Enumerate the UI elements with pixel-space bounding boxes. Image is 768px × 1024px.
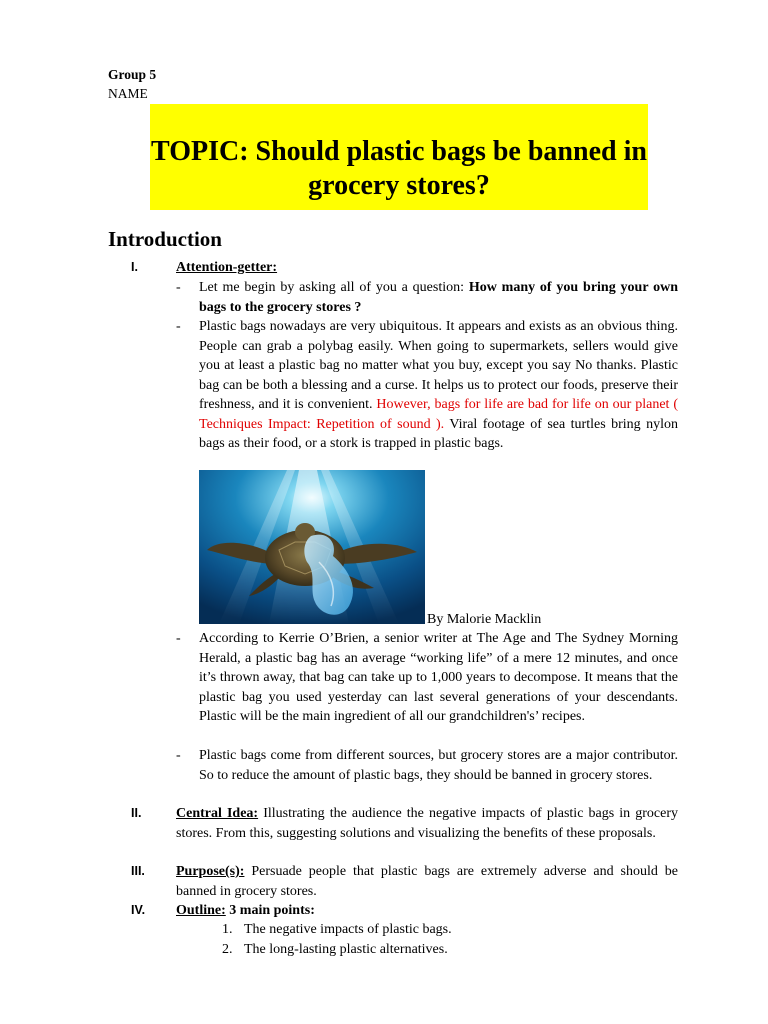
bullet-grocery-stores: Plastic bags come from different sources, but grocery stores are a major contributor. So to reduce the amount of plastic bags, they should be banned in grocery stores. <box>199 748 678 783</box>
name-label: NAME <box>108 86 148 101</box>
attention-getter-label: Attention-getter: <box>176 260 278 275</box>
title-line-1: TOPIC: Should plastic bags be banned in <box>151 136 647 167</box>
title-line-2: grocery stores? <box>308 170 490 201</box>
introduction-heading: Introduction <box>108 227 222 251</box>
outline-item: The long-lasting plastic alternatives. <box>244 942 448 957</box>
purpose: Purpose(s): Persuade people that plastic bags are extremely adverse and should be banned in grocery stores. <box>176 864 678 899</box>
sea-turtle-photo <box>199 470 425 624</box>
central-idea: Central Idea: Illustrating the audience the negative impacts of plastic bags in grocery stores. From this, suggesting solutions and visualizing the benefits of these proposals. <box>176 806 678 841</box>
bullet-ubiquitous: Plastic bags nowadays are very ubiquitous. It appears and exists as an obvious thing. People can grab a polybag easily. When going to supermarkets, sellers would give you at least a plastic bag no matter what you buy, except you say No thanks. Plastic bag can be both a blessing and a curse. It helps us to protect our foods, preserve their freshness, and it is convenient. However, bags for life are bad for life on our planet ( Techniques Impact: Repetition of sound ). Viral footage of sea turtles bring nylon bags as their food, or a stork is trapped in plastic bags. <box>199 319 678 451</box>
photo-credit: By Malorie Macklin <box>427 612 542 627</box>
central-idea-label: Central Idea: <box>176 806 259 821</box>
bullet-dash: - <box>176 631 181 646</box>
group-label: Group 5 <box>108 67 157 82</box>
red-highlight-text: However, bags for life are bad for life on our planet ( Techniques Impact: Repetition of sound ). <box>199 397 678 432</box>
section-numeral-4: IV. <box>131 903 146 917</box>
bullet-dash: - <box>176 748 181 763</box>
topic-title <box>150 104 648 210</box>
bullet-dash: - <box>176 280 181 295</box>
outline-item: The negative impacts of plastic bags. <box>244 922 452 937</box>
question-bold: How many of you bring your own bags to the grocery stores ? <box>199 280 678 315</box>
section-numeral-3: III. <box>131 864 145 878</box>
bullet-dash: - <box>176 319 181 334</box>
outline: Outline: 3 main points: <box>176 903 315 918</box>
outline-label: Outline: <box>176 903 226 918</box>
outline-item-num: 1. <box>222 922 233 937</box>
purpose-label: Purpose(s): <box>176 864 245 879</box>
bullet-working-life: According to Kerrie O’Brien, a senior writer at The Age and The Sydney Morning Herald, a plastic bag has an average “working life” of a mere 12 minutes, and once it’s thrown away, that bag can take up to 1,000 years to decompose. It means that the plastic bag you used yesterday can last several generations of your descendants. Plastic will be the main ingredient of all our grandchildren's’ recipes. <box>199 631 678 724</box>
section-numeral-1: I. <box>131 260 138 274</box>
bullet-question: Let me begin by asking all of you a question: How many of you bring your own bags to the grocery stores ? <box>199 280 678 315</box>
section-numeral-2: II. <box>131 806 142 820</box>
outline-item-num: 2. <box>222 942 233 957</box>
